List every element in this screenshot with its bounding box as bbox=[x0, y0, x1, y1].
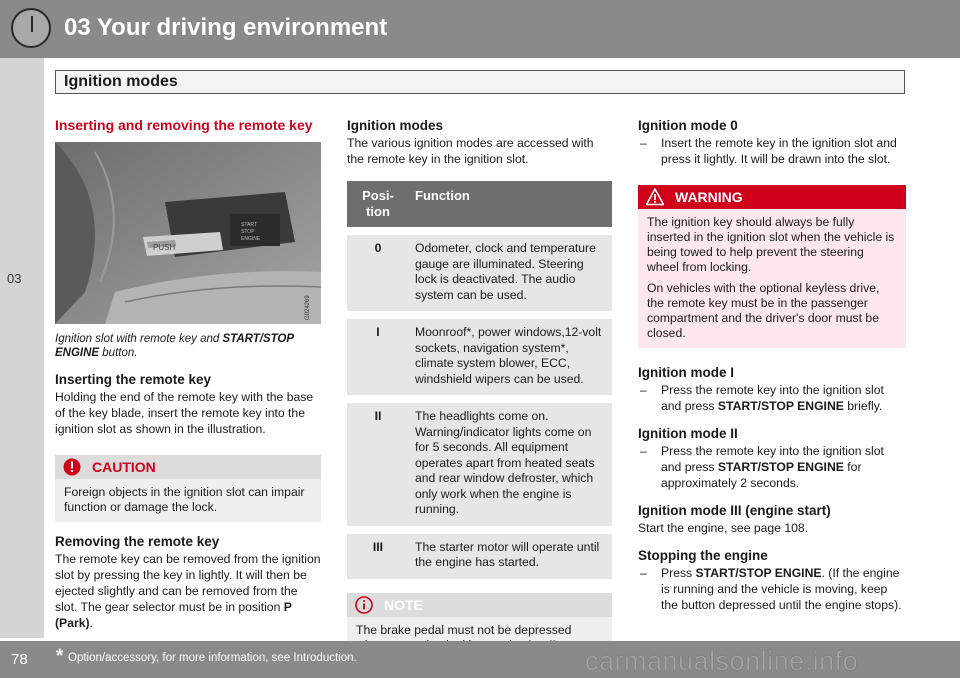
gauge-icon bbox=[11, 8, 51, 48]
column-3 bbox=[638, 110, 906, 613]
photo-caption: Ignition slot with remote key and START/STOP ENGINE button. bbox=[55, 333, 294, 359]
warning-body bbox=[638, 209, 906, 348]
page-header bbox=[0, 0, 960, 58]
mode1-heading: Ignition mode I bbox=[638, 365, 734, 380]
table-row bbox=[347, 530, 612, 579]
footnote-text: Option/accessory, for more information, see Introduction. bbox=[68, 652, 357, 664]
ignition-modes-heading: Ignition modes bbox=[347, 118, 443, 133]
position-cell: I bbox=[347, 315, 409, 399]
section-title: Ignition modes bbox=[64, 73, 178, 90]
mode0-heading: Ignition mode 0 bbox=[638, 118, 738, 133]
chapter-side-tab bbox=[0, 58, 44, 638]
column-1 bbox=[55, 110, 321, 631]
footnote-star: * bbox=[56, 646, 64, 667]
warning-paragraph: The ignition key should always be fully inserted in the ignition slot when the vehicle is being towed to help prevent the steering wheel from locking. bbox=[647, 215, 895, 274]
inserting-removing-heading: Inserting and removing the remote key bbox=[55, 117, 313, 133]
table-row bbox=[347, 231, 612, 315]
push-label: PUSH bbox=[153, 243, 176, 252]
table-row bbox=[347, 315, 612, 399]
button-line-1: START bbox=[241, 222, 257, 228]
column-2 bbox=[347, 110, 612, 660]
photo-code: G024269 bbox=[305, 295, 311, 320]
note-label: NOTE bbox=[384, 596, 423, 613]
function-cell: Moonroof*, power windows,12-volt sockets, navigation system*, climate system blower, ECC, windshield wipers can be used. bbox=[409, 315, 612, 399]
mode2-step: – Press the remote key into the ignition slot and press START/STOP ENGINE for approximately 2 seconds. bbox=[640, 444, 884, 490]
section-bar bbox=[55, 70, 905, 94]
caution-icon bbox=[63, 458, 81, 476]
warning-box bbox=[638, 185, 906, 348]
column-header-function: Function bbox=[409, 181, 612, 231]
warning-label: WARNING bbox=[675, 189, 743, 205]
ignition-modes-intro: The various ignition modes are accessed with the remote key in the ignition slot. bbox=[347, 136, 594, 166]
ignition-slot-illustration bbox=[55, 142, 321, 324]
caution-text: Foreign objects in the ignition slot can impair function or damage the lock. bbox=[64, 485, 305, 514]
removing-text: The remote key can be removed from the ignition slot by pressing the key in lightly. It will then be ejected slightly and can be removed from the slot. The gear selector must be in position P (Park). bbox=[55, 552, 321, 630]
watermark bbox=[585, 641, 945, 678]
inserting-heading: Inserting the remote key bbox=[55, 372, 212, 387]
page-number: 78 bbox=[11, 651, 28, 668]
chapter-title: 03 Your driving environment bbox=[64, 14, 388, 41]
mode2-heading: Ignition mode II bbox=[638, 426, 738, 441]
caution-label: CAUTION bbox=[92, 459, 156, 475]
warning-paragraph: On vehicles with the optional keyless drive, the remote key must be in the passenger compartment and the driver's door must be closed. bbox=[647, 281, 880, 340]
mode1-step: – Press the remote key into the ignition slot and press START/STOP ENGINE briefly. bbox=[640, 383, 884, 413]
inserting-text: Holding the end of the remote key with the base of the key blade, insert the remote key into the ignition slot as shown in the illustration. bbox=[55, 390, 314, 436]
ignition-slot-photo bbox=[55, 142, 321, 324]
ignition-modes-table bbox=[347, 181, 612, 579]
mode3-heading: Ignition mode III (engine start) bbox=[638, 503, 831, 518]
position-cell: 0 bbox=[347, 231, 409, 315]
removing-heading: Removing the remote key bbox=[55, 534, 220, 549]
table-header-row bbox=[347, 181, 612, 231]
column-header-position: Posi- tion bbox=[347, 181, 409, 231]
chapter-tab-number: 03 bbox=[7, 271, 22, 286]
button-line-2: STOP bbox=[241, 229, 255, 235]
svg-text:carmanualsonline.info: carmanualsonline.info bbox=[585, 646, 859, 676]
stop-heading: Stopping the engine bbox=[638, 548, 768, 563]
function-cell: Odometer, clock and temperature gauge are illuminated. Steering lock is deactivated. The audio system can be used. bbox=[409, 231, 612, 315]
position-cell: II bbox=[347, 399, 409, 530]
table-row bbox=[347, 399, 612, 530]
mode0-step: – Insert the remote key in the ignition slot and press it lightly. It will be drawn into the slot. bbox=[640, 136, 897, 166]
function-cell: The starter motor will operate until the engine has started. bbox=[409, 530, 612, 579]
button-line-3: ENGINE bbox=[241, 236, 261, 242]
stop-step: – Press START/STOP ENGINE. (If the engine is running and the vehicle is moving, keep the button depressed until the engine stops). bbox=[640, 566, 902, 612]
note-text: The brake pedal must not be depressed bbox=[356, 622, 572, 637]
position-cell: III bbox=[347, 530, 409, 579]
mode3-text: Start the engine, see page 108. bbox=[638, 521, 809, 535]
warning-triangle-icon bbox=[646, 188, 664, 206]
function-cell: The headlights come on. Warning/indicator lights come on for 5 seconds. All equipment operates apart from heated seats and rear window defroster, which only work when the engine is running. bbox=[409, 399, 612, 530]
caution-box bbox=[55, 455, 321, 522]
info-icon bbox=[355, 596, 373, 614]
